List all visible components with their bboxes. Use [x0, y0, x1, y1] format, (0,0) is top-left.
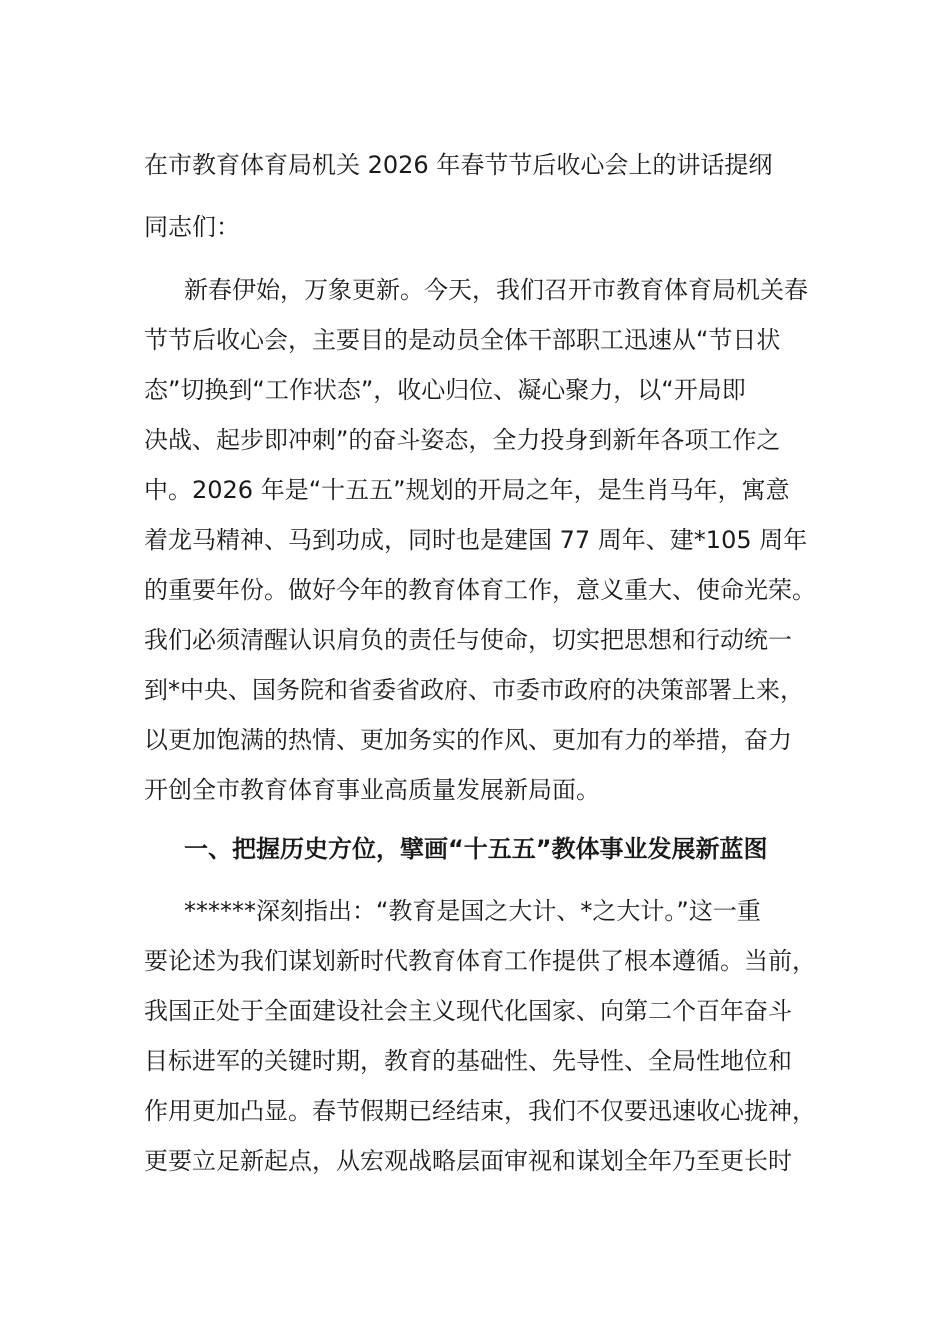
paragraph-line: 开创全市教育体育事业高质量发展新局面。 — [144, 776, 600, 804]
paragraph-line: 我国正处于全面建设社会主义现代化国家、向第二个百年奋斗 — [144, 997, 792, 1025]
section-heading-1: 一、把握历史方位，擘画“十五五”教体事业发展新蓝图 — [184, 835, 768, 863]
paragraph-line: 着龙马精神、马到功成，同时也是建国 77 周年、建*105 周年 — [144, 526, 808, 554]
document-title: 在市教育体育局机关 2026 年春节节后收心会上的讲话提纲 — [144, 151, 773, 179]
paragraph-line: 以更加饱满的热情、更加务实的作风、更加有力的举措，奋力 — [144, 726, 792, 754]
paragraph-line: 态”切换到“工作状态”，收心归位、凝心聚力，以“开局即 — [144, 376, 746, 404]
salutation: 同志们： — [144, 213, 240, 241]
paragraph-line: 中。2026 年是“十五五”规划的开局之年，是生肖马年，寓意 — [144, 476, 790, 504]
paragraph-line: 新春伊始，万象更新。今天，我们召开市教育体育局机关春 — [184, 276, 808, 304]
paragraph-line: 的重要年份。做好今年的教育体育工作，意义重大、使命光荣。 — [144, 576, 816, 604]
paragraph-line: 目标进军的关键时期，教育的基础性、先导性、全局性地位和 — [144, 1047, 792, 1075]
paragraph-section1 — [144, 886, 824, 1186]
paragraph-intro — [144, 265, 824, 815]
paragraph-line: ******深刻指出：“教育是国之大计、*之大计。”这一重 — [184, 897, 761, 925]
paragraph-line: 决战、起步即冲刺”的奋斗姿态，全力投身到新年各项工作之 — [144, 426, 781, 454]
paragraph-line: 作用更加凸显。春节假期已经结束，我们不仅要迅速收心拢神， — [144, 1097, 816, 1125]
paragraph-line: 更要立足新起点，从宏观战略层面审视和谋划全年乃至更长时 — [144, 1147, 792, 1175]
paragraph-line: 要论述为我们谋划新时代教育体育工作提供了根本遵循。当前， — [144, 947, 816, 975]
paragraph-line: 节节后收心会，主要目的是动员全体干部职工迅速从“节日状 — [144, 326, 781, 354]
paragraph-line: 我们必须清醒认识肩负的责任与使命，切实把思想和行动统一 — [144, 626, 792, 654]
paragraph-line: 到*中央、国务院和省委省政府、市委市政府的决策部署上来， — [144, 676, 804, 704]
